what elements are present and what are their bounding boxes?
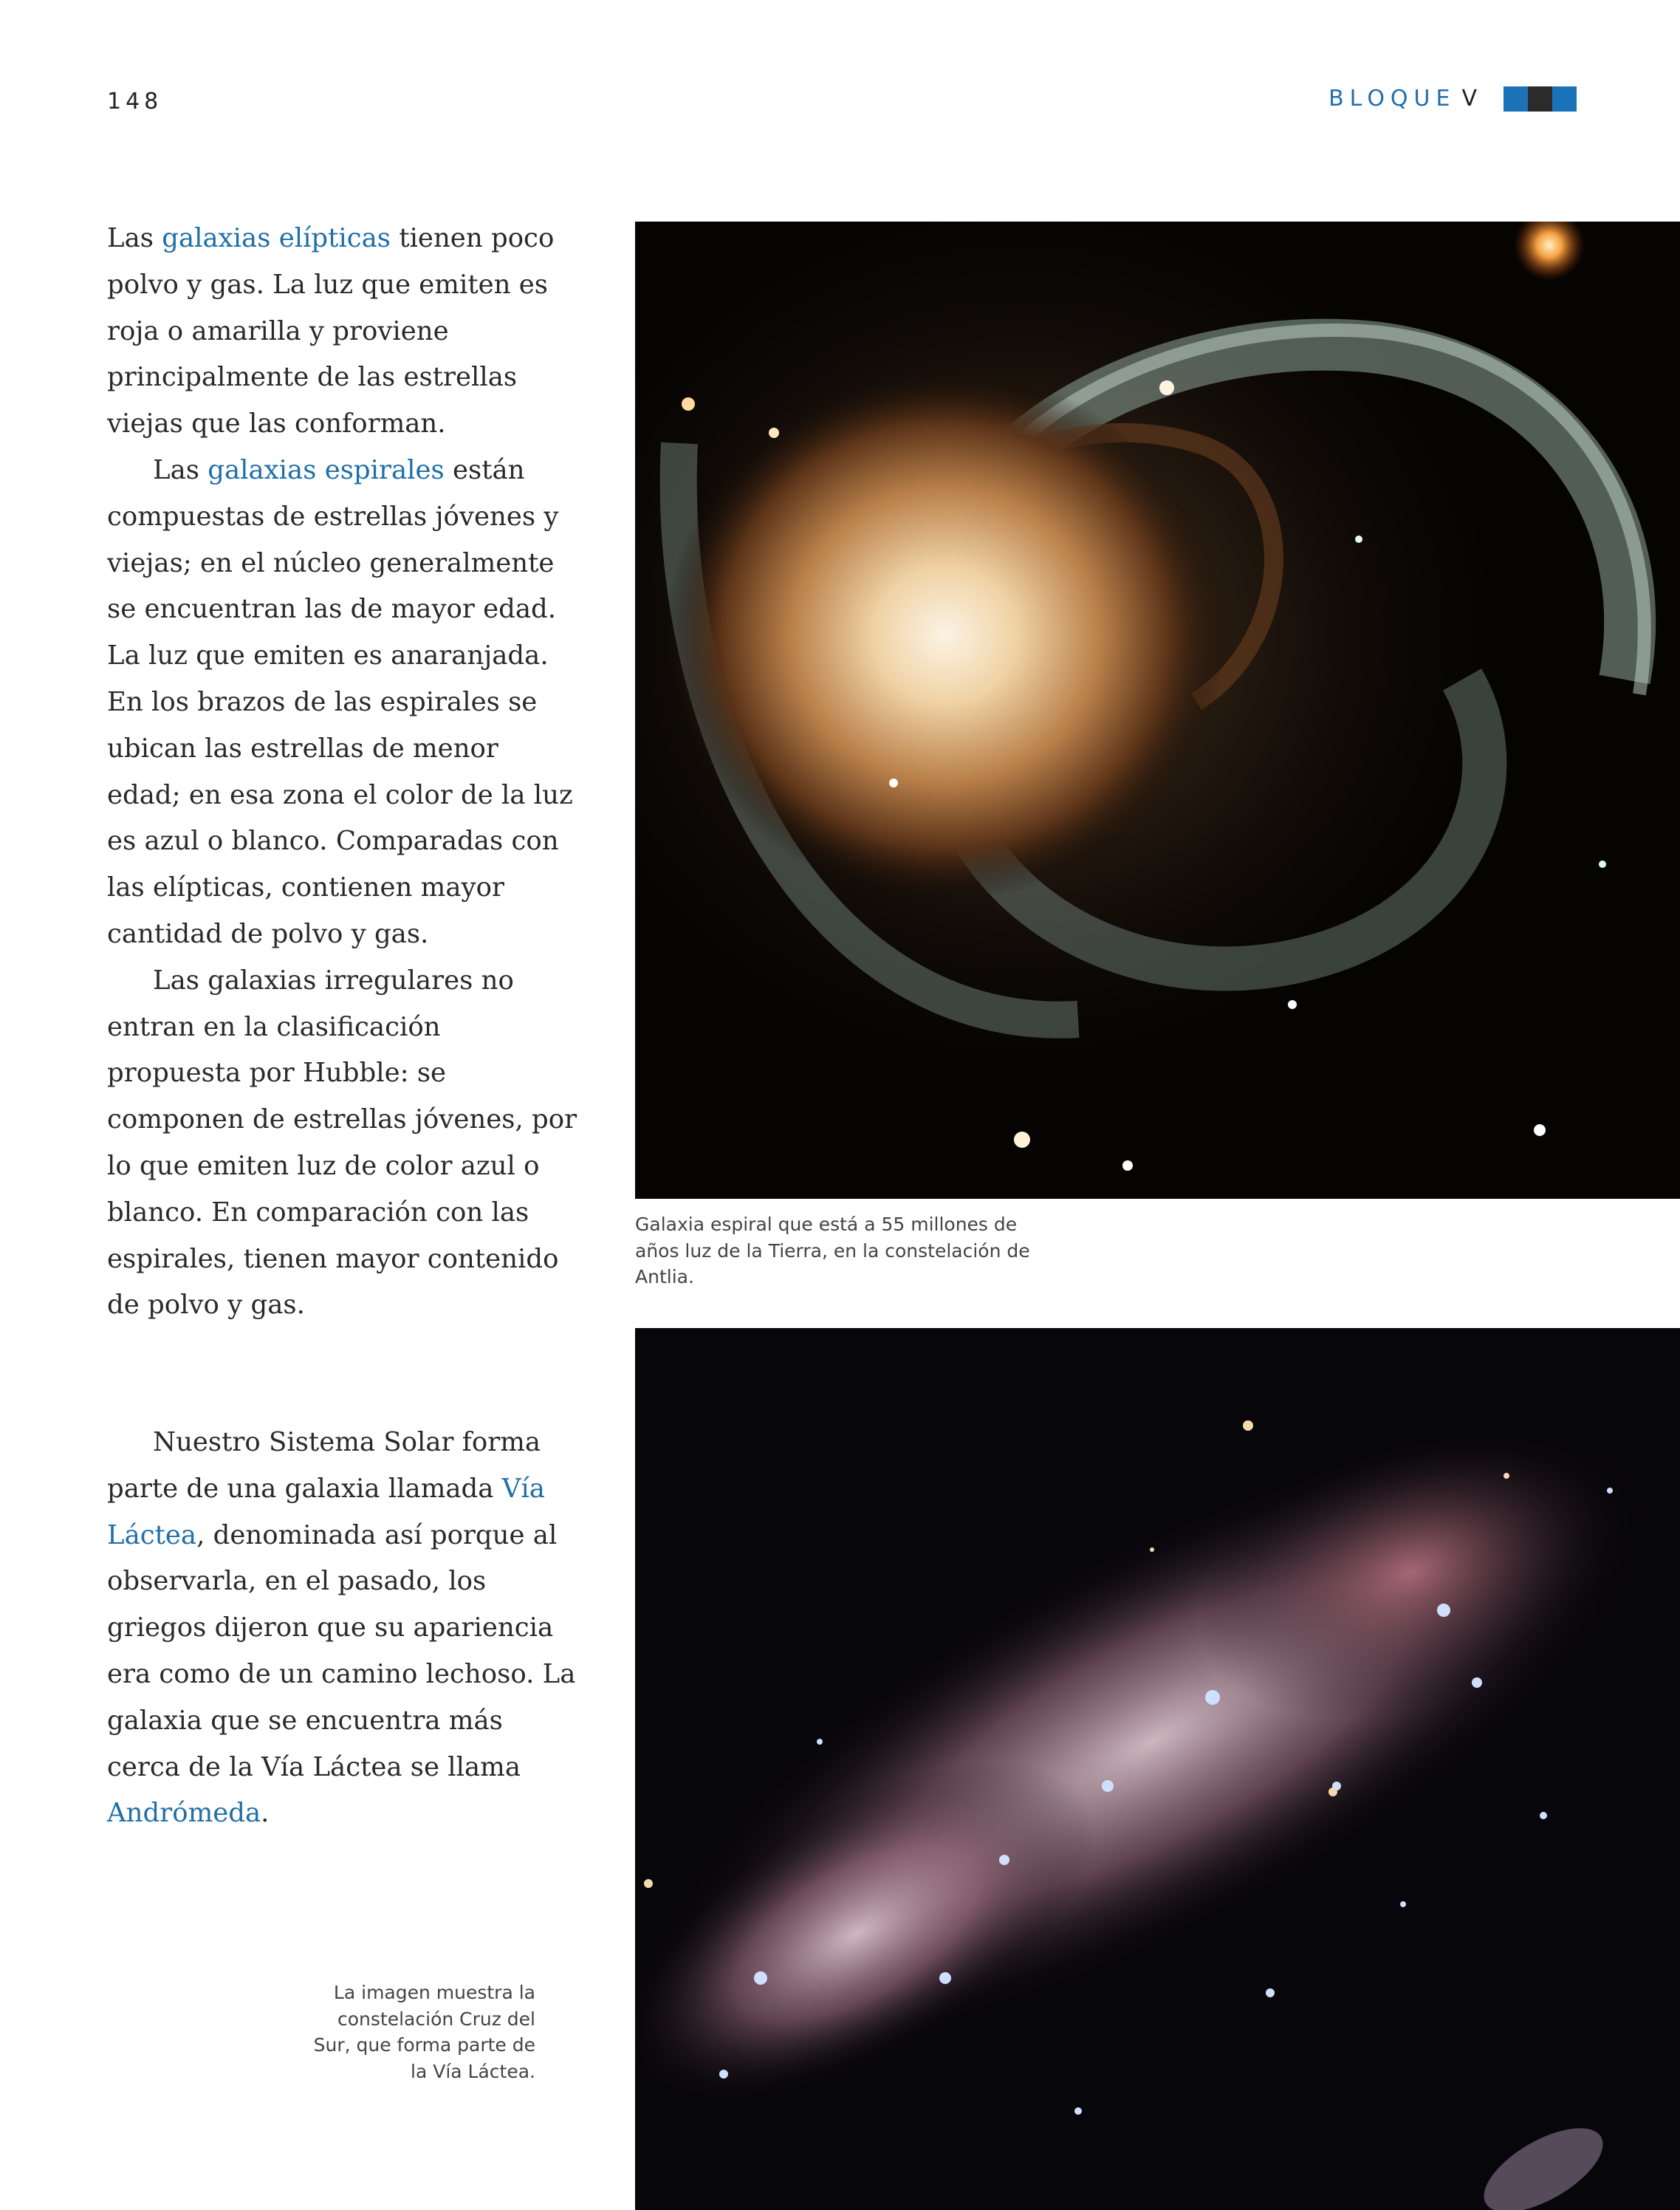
text-run: Las bbox=[153, 454, 208, 485]
paragraph-spiral bbox=[107, 448, 580, 958]
spiral-galaxy-image bbox=[635, 222, 1680, 1199]
term-spiral-galaxies: galaxias espirales bbox=[208, 454, 445, 485]
text-run: tienen poco polvo y gas. La luz que emiten es roja o amarilla y proviene principalmente de las estrellas viejas que las conforman. bbox=[107, 223, 555, 439]
term-andromeda: Andrómeda bbox=[107, 1798, 261, 1829]
text-block-galaxy-types bbox=[107, 216, 580, 1329]
term-via-lactea: Vía Láctea bbox=[107, 1473, 545, 1550]
paragraph-milky-way bbox=[107, 1420, 580, 1837]
text-run: Las bbox=[107, 223, 162, 253]
southern-cross-photo bbox=[635, 1328, 1680, 2210]
text-block-milky-way bbox=[107, 1420, 580, 1837]
section-header bbox=[1328, 86, 1577, 112]
text-run: , denominada así porque al observarla, en el pasado, los griegos dijeron que su apariencia era como de un camino lechoso. La galaxia que se encuentra más cerca de la Vía Láctea se llama bbox=[107, 1519, 576, 1782]
term-elliptical-galaxies: galaxias elípticas bbox=[162, 223, 391, 253]
text-run: Nuestro Sistema Solar forma parte de una galaxia llamada bbox=[107, 1427, 541, 1504]
page-number: 148 bbox=[107, 89, 163, 114]
paragraph-irregular: Las galaxias irregulares no entran en la clasificación propuesta por Hubble: se componen de estrellas jóvenes, por lo que emiten luz de color azul o blanco. En comparación con las espirales, tienen mayor contenido de polvo y gas. bbox=[107, 965, 577, 1321]
text-run: . bbox=[261, 1798, 270, 1829]
bloque-marker-icon bbox=[1504, 86, 1577, 112]
southern-cross-caption: La imagen muestra la constelación Cruz del Sur, que forma parte de la Vía Láctea. bbox=[313, 1982, 535, 2082]
spiral-galaxy-caption: Galaxia espiral que está a 55 millones de años luz de la Tierra, en la constelación de Antlia. bbox=[635, 1214, 1030, 1287]
paragraph-elliptical bbox=[107, 216, 580, 448]
bloque-number: V bbox=[1461, 86, 1477, 112]
text-run: están compuestas de estrellas jóvenes y viejas; en el núcleo generalmente se encuentran las de mayor edad. La luz que emiten es anaranjada. En los brazos de las espirales se ubican las estrellas de menor edad; en esa zona el color de la luz es azul o blanco. Comparadas con las elípticas, contienen mayor cantidad de polvo y gas. bbox=[107, 454, 573, 949]
bloque-label: BLOQUE bbox=[1328, 86, 1456, 112]
spiral-galaxy-photo bbox=[635, 222, 1680, 1199]
milky-way-image bbox=[635, 1328, 1680, 2210]
